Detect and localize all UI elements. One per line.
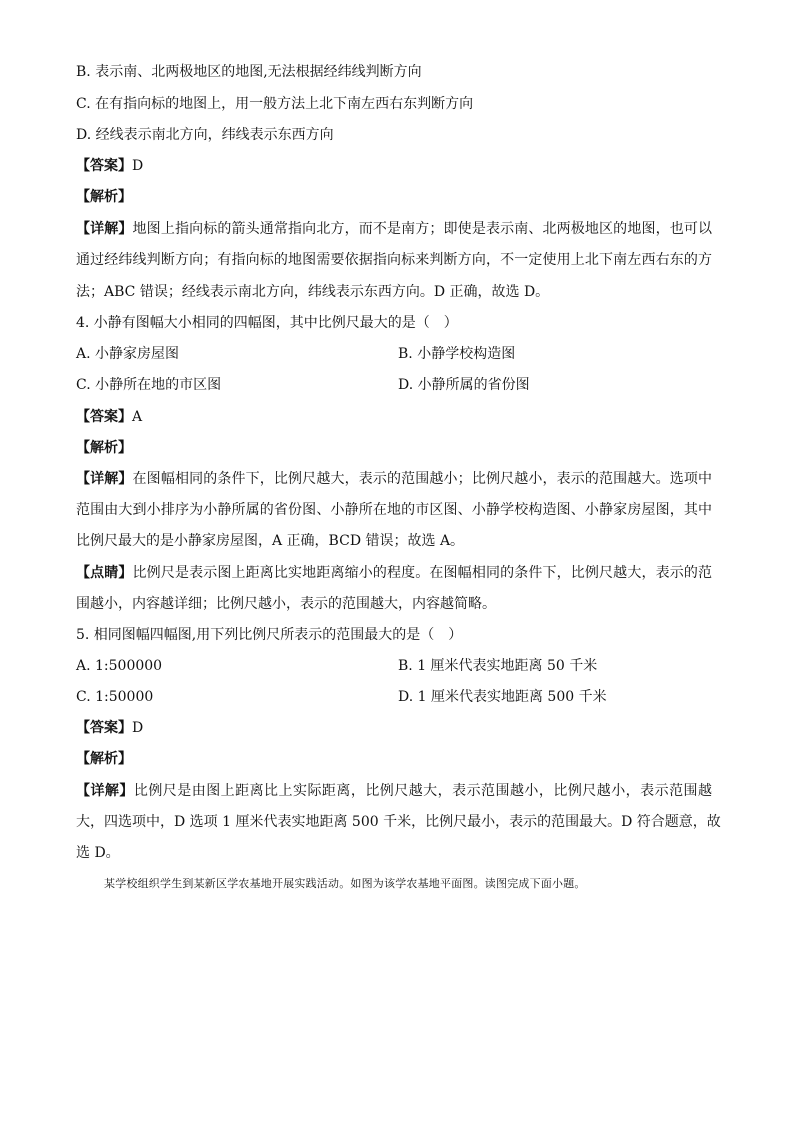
- q4-tip-line-1: [76, 563, 712, 583]
- q5-detail-line-1: [76, 781, 712, 801]
- q5-answer: [76, 718, 143, 738]
- detail-tag: 【详解】: [76, 221, 133, 237]
- q3-option-b: B. 表示南、北两极地区的地图,无法根据经纬线判断方向: [76, 64, 422, 80]
- q5-option-a: A. 1:500000: [76, 658, 163, 674]
- detail-tag: 【详解】: [76, 471, 133, 487]
- q4-option-d: D. 小静所属的省份图: [398, 377, 530, 393]
- answer-tag: 【答案】: [76, 720, 132, 736]
- detail-text: 地图上指向标的箭头通常指向北方，而不是南方；即使是表示南、北两极地区的地图，也可以: [132, 221, 712, 237]
- q5-analysis-tag: [76, 749, 132, 769]
- q3-answer: [76, 156, 143, 176]
- answer-tag: 【答案】: [76, 409, 132, 425]
- tip-tag: 【点睛】: [76, 565, 133, 581]
- q4-detail-line-1: [76, 469, 712, 489]
- q4-option-a: A. 小静家房屋图: [76, 346, 180, 362]
- q3-detail-line-1: [76, 219, 712, 239]
- q3-analysis-tag: [76, 187, 132, 207]
- q3-option-d: D. 经线表示南北方向，纬线表示东西方向: [76, 127, 334, 143]
- tip-text: 比例尺是表示图上距离比实地距离缩小的程度。在图幅相同的条件下，比例尺越大，表示的范: [132, 565, 712, 581]
- q4-analysis-tag: [76, 438, 132, 458]
- intro-note: 某学校组织学生到某新区学农基地开展实践活动。如图为该学农基地平面图。读图完成下面小题。: [104, 877, 586, 890]
- q4-option-b: B. 小静学校构造图: [398, 346, 516, 362]
- detail-tag: 【详解】: [76, 783, 134, 799]
- analysis-tag: 【解析】: [76, 189, 132, 205]
- q3-option-c: C. 在有指向标的地图上，用一般方法上北下南左西右东判断方向: [76, 96, 474, 112]
- q4-option-c: C. 小静所在地的市区图: [76, 377, 222, 393]
- q4-answer: [76, 407, 142, 427]
- answer-value: D: [132, 720, 144, 736]
- q5-option-b: B. 1 厘米代表实地距离 50 千米: [398, 658, 598, 674]
- detail-text: 比例尺是由图上距离比上实际距离，比例尺越大，表示范围越小，比例尺越小，表示范围越: [133, 783, 713, 799]
- analysis-tag: 【解析】: [76, 751, 132, 767]
- q5-option-c: C. 1:50000: [76, 689, 154, 705]
- answer-tag: 【答案】: [76, 158, 132, 174]
- q4-stem: 4. 小静有图幅大小相同的四幅图，其中比例尺最大的是（ ）: [76, 315, 458, 331]
- q5-stem: 5. 相同图幅四幅图,用下列比例尺所表示的范围最大的是（ ）: [76, 627, 463, 643]
- q5-option-d: D. 1 厘米代表实地距离 500 千米: [398, 689, 607, 705]
- q3-detail-line-3: 法；ABC 错误；经线表示南北方向，纬线表示东西方向。D 正确，故选 D。: [76, 284, 550, 300]
- q4-detail-line-3: 比例尺最大的是小静家房屋图，A 正确，BCD 错误；故选 A。: [76, 533, 465, 549]
- q4-detail-line-2: 范围由大到小排序为小静所属的省份图、小静所在地的市区图、小静学校构造图、小静家房屋图，其中: [76, 502, 712, 518]
- q5-detail-line-2: 大，四选项中，D 选项 1 厘米代表实地距离 500 千米，比例尺最小，表示的范围最大。D 符合题意，故: [76, 814, 721, 830]
- detail-text: 在图幅相同的条件下，比例尺越大，表示的范围越小；比例尺越小，表示的范围越大。选项中: [132, 471, 712, 487]
- analysis-tag: 【解析】: [76, 440, 132, 456]
- q3-detail-line-2: 通过经纬线判断方向；有指向标的地图需要依据指向标来判断方向，不一定使用上北下南左西右东的方: [76, 252, 712, 268]
- answer-value: D: [132, 158, 144, 174]
- q4-tip-line-2: 围越小，内容越详细；比例尺越小，表示的范围越大，内容越简略。: [76, 596, 496, 612]
- q5-detail-line-3: 选 D。: [76, 845, 120, 861]
- answer-value: A: [132, 409, 143, 425]
